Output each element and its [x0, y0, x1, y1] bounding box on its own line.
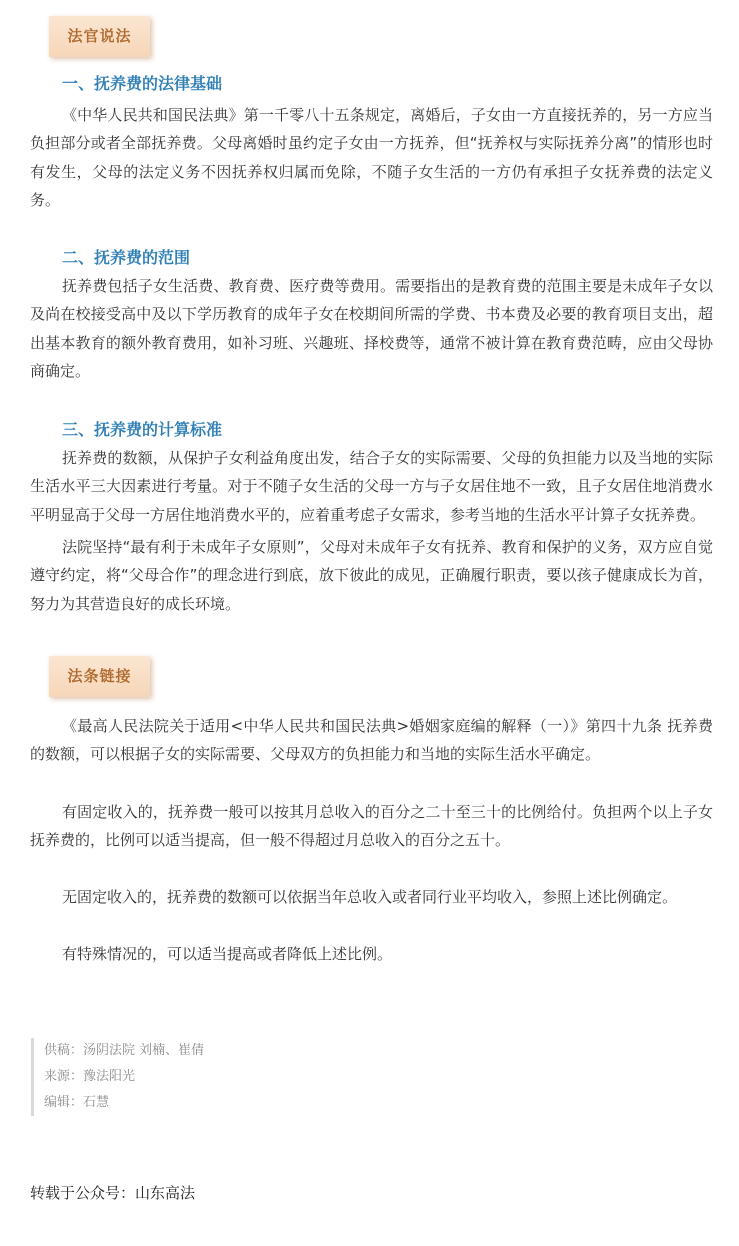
credits-source: 来源：豫法阳光 — [44, 1069, 136, 1084]
law-article-paragraph: 《最高人民法院关于适用<中华人民共和国民法典>婚姻家庭编的解释（一）》第四十九条 抚养费的数额，可以根据子女的实际需要、父母双方的负担能力和当地的实际生活水平确定。 — [30, 717, 713, 764]
paragraph-legal-basis: 《中华人民共和国民法典》第一千零八十五条规定，离婚后，子女由一方直接抚养的，另一方应当负担部分或者全部抚养费。父母离婚时虽约定子女由一方抚养，但“抚养权与实际抚养分离”的情形也时有发生，父母的法定义务不因抚养权归属而免除，不随子女生活的一方仍有承担子女抚养费的法定义务。 — [30, 106, 713, 209]
credits-editor: 编辑：石慧 — [44, 1095, 110, 1110]
credits-block — [31, 1038, 204, 1116]
paragraph-calculation-factors: 抚养费的数额，从保护子女利益角度出发，结合子女的实际需要、父母的负担能力以及当地的实际生活水平三大因素进行考量。对于不随子女生活的父母一方与子女居住地不一致，且子女居住地消费水平明显高于父母一方居住地消费水平的，应着重考虑子女需求，参考当地的生活水平计算子女抚养费。 — [30, 449, 713, 524]
section-heading-scope: 二、抚养费的范围 — [62, 248, 191, 267]
law-fixed-income-paragraph: 有固定收入的，抚养费一般可以按其月总收入的百分之二十至三十的比例给付。负担两个以上子女抚养费的，比例可以适当提高，但一般不得超过月总收入的百分之五十。 — [30, 803, 713, 850]
law-special-circumstances-paragraph: 有特殊情况的，可以适当提高或者降低上述比例。 — [62, 945, 393, 963]
law-link-tag: 法条链接 — [49, 656, 150, 697]
section-heading-calculation: 三、抚养费的计算标准 — [62, 420, 223, 439]
paragraph-scope: 抚养费包括子女生活费、教育费、医疗费等费用。需要指出的是教育费的范围主要是未成年子女以及尚在校接受高中及以下学历教育的成年子女在校期间所需的学费、书本费及必要的教育项目支出，超出基本教育的额外教育费用，如补习班、兴趣班、择校费等，通常不被计算在教育费范畴，应由父母协商确定。 — [30, 277, 713, 380]
judge-says-tag: 法官说法 — [49, 16, 150, 57]
repost-note: 转载于公众号：山东高法 — [30, 1184, 196, 1202]
paragraph-court-principle: 法院坚持“最有利于未成年子女原则”，父母对未成年子女有抚养、教育和保护的义务，双方应自觉遵守约定，将“父母合作”的理念进行到底，放下彼此的成见，正确履行职责，要以孩子健康成长为首，努力为其营造良好的成长环境。 — [30, 538, 713, 613]
section-heading-legal-basis: 一、抚养费的法律基础 — [62, 74, 223, 93]
law-no-fixed-income-paragraph: 无固定收入的，抚养费的数额可以依据当年总收入或者同行业平均收入，参照上述比例确定。 — [62, 888, 678, 906]
credits-contributor: 供稿：汤阴法院 刘楠、崔倩 — [44, 1043, 205, 1058]
